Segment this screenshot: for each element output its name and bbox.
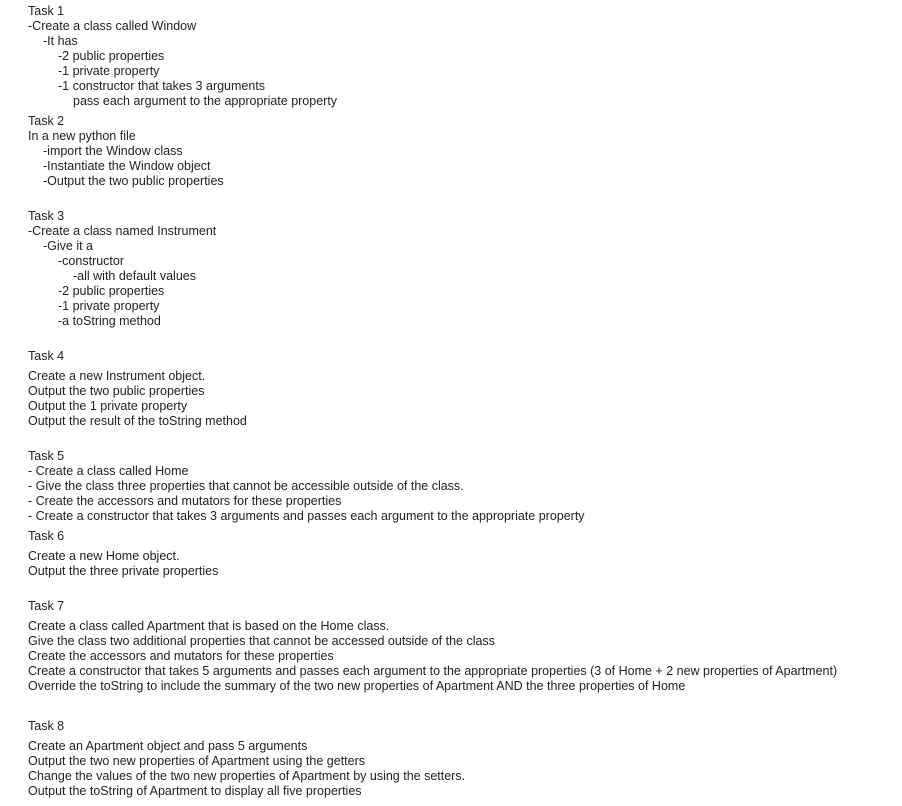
text-line: -import the Window class bbox=[43, 144, 183, 158]
task-4-heading: Task 4 bbox=[28, 349, 65, 363]
text-line: pass each argument to the appropriate property bbox=[73, 94, 338, 108]
text-line: -It has bbox=[43, 34, 78, 48]
text-line: Create a new Instrument object. bbox=[28, 369, 206, 383]
text-line: -constructor bbox=[58, 254, 124, 268]
task-3-heading: Task 3 bbox=[28, 209, 65, 223]
text-line: Output the 1 private property bbox=[28, 399, 188, 413]
text-line: -Output the two public properties bbox=[43, 174, 224, 188]
text-line: - Create a constructor that takes 3 arguments and passes each argument to the appropriate property bbox=[28, 509, 585, 523]
text-line: -2 public properties bbox=[58, 49, 165, 63]
text-line: Output the three private properties bbox=[28, 564, 219, 578]
task-5-heading: Task 5 bbox=[28, 449, 65, 463]
text-line: Output the toString of Apartment to display all five properties bbox=[28, 784, 362, 798]
text-line: Output the two new properties of Apartment using the getters bbox=[28, 754, 365, 768]
text-line: -1 private property bbox=[58, 299, 160, 313]
text-line: -a toString method bbox=[58, 314, 161, 328]
text-line: Create a new Home object. bbox=[28, 549, 180, 563]
text-line: - Give the class three properties that cannot be accessible outside of the class. bbox=[28, 479, 464, 493]
text-line: In a new python file bbox=[28, 129, 136, 143]
text-line: -Create a class called Window bbox=[28, 19, 197, 33]
text-line: Override the toString to include the summary of the two new properties of Apartment AND the three properties of Home bbox=[28, 679, 686, 693]
text-line: Create a constructor that takes 5 arguments and passes each argument to the appropriate properties (3 of Home + 2 new properties of Apartment) bbox=[28, 664, 838, 678]
text-line: Change the values of the two new properties of Apartment by using the setters. bbox=[28, 769, 466, 783]
task-8-heading: Task 8 bbox=[28, 719, 65, 733]
text-line: Create a class called Apartment that is based on the Home class. bbox=[28, 619, 390, 633]
text-line: -1 constructor that takes 3 arguments bbox=[58, 79, 266, 93]
text-line: Give the class two additional properties that cannot be accessed outside of the class bbox=[28, 634, 495, 648]
text-line: Output the result of the toString method bbox=[28, 414, 247, 428]
text-line: -Give it a bbox=[43, 239, 94, 253]
text-line: Create an Apartment object and pass 5 arguments bbox=[28, 739, 308, 753]
text-line: -Instantiate the Window object bbox=[43, 159, 211, 173]
text-line: Create the accessors and mutators for these properties bbox=[28, 649, 334, 663]
task-2-heading: Task 2 bbox=[28, 114, 65, 128]
text-line: - Create a class called Home bbox=[28, 464, 189, 478]
text-line: -all with default values bbox=[73, 269, 196, 283]
text-line: -1 private property bbox=[58, 64, 160, 78]
text-line: Output the two public properties bbox=[28, 384, 205, 398]
text-line: -Create a class named Instrument bbox=[28, 224, 217, 238]
task-1-heading: Task 1 bbox=[28, 4, 65, 18]
task-6-heading: Task 6 bbox=[28, 529, 65, 543]
text-line: -2 public properties bbox=[58, 284, 165, 298]
task-7-heading: Task 7 bbox=[28, 599, 65, 613]
text-line: - Create the accessors and mutators for these properties bbox=[28, 494, 342, 508]
